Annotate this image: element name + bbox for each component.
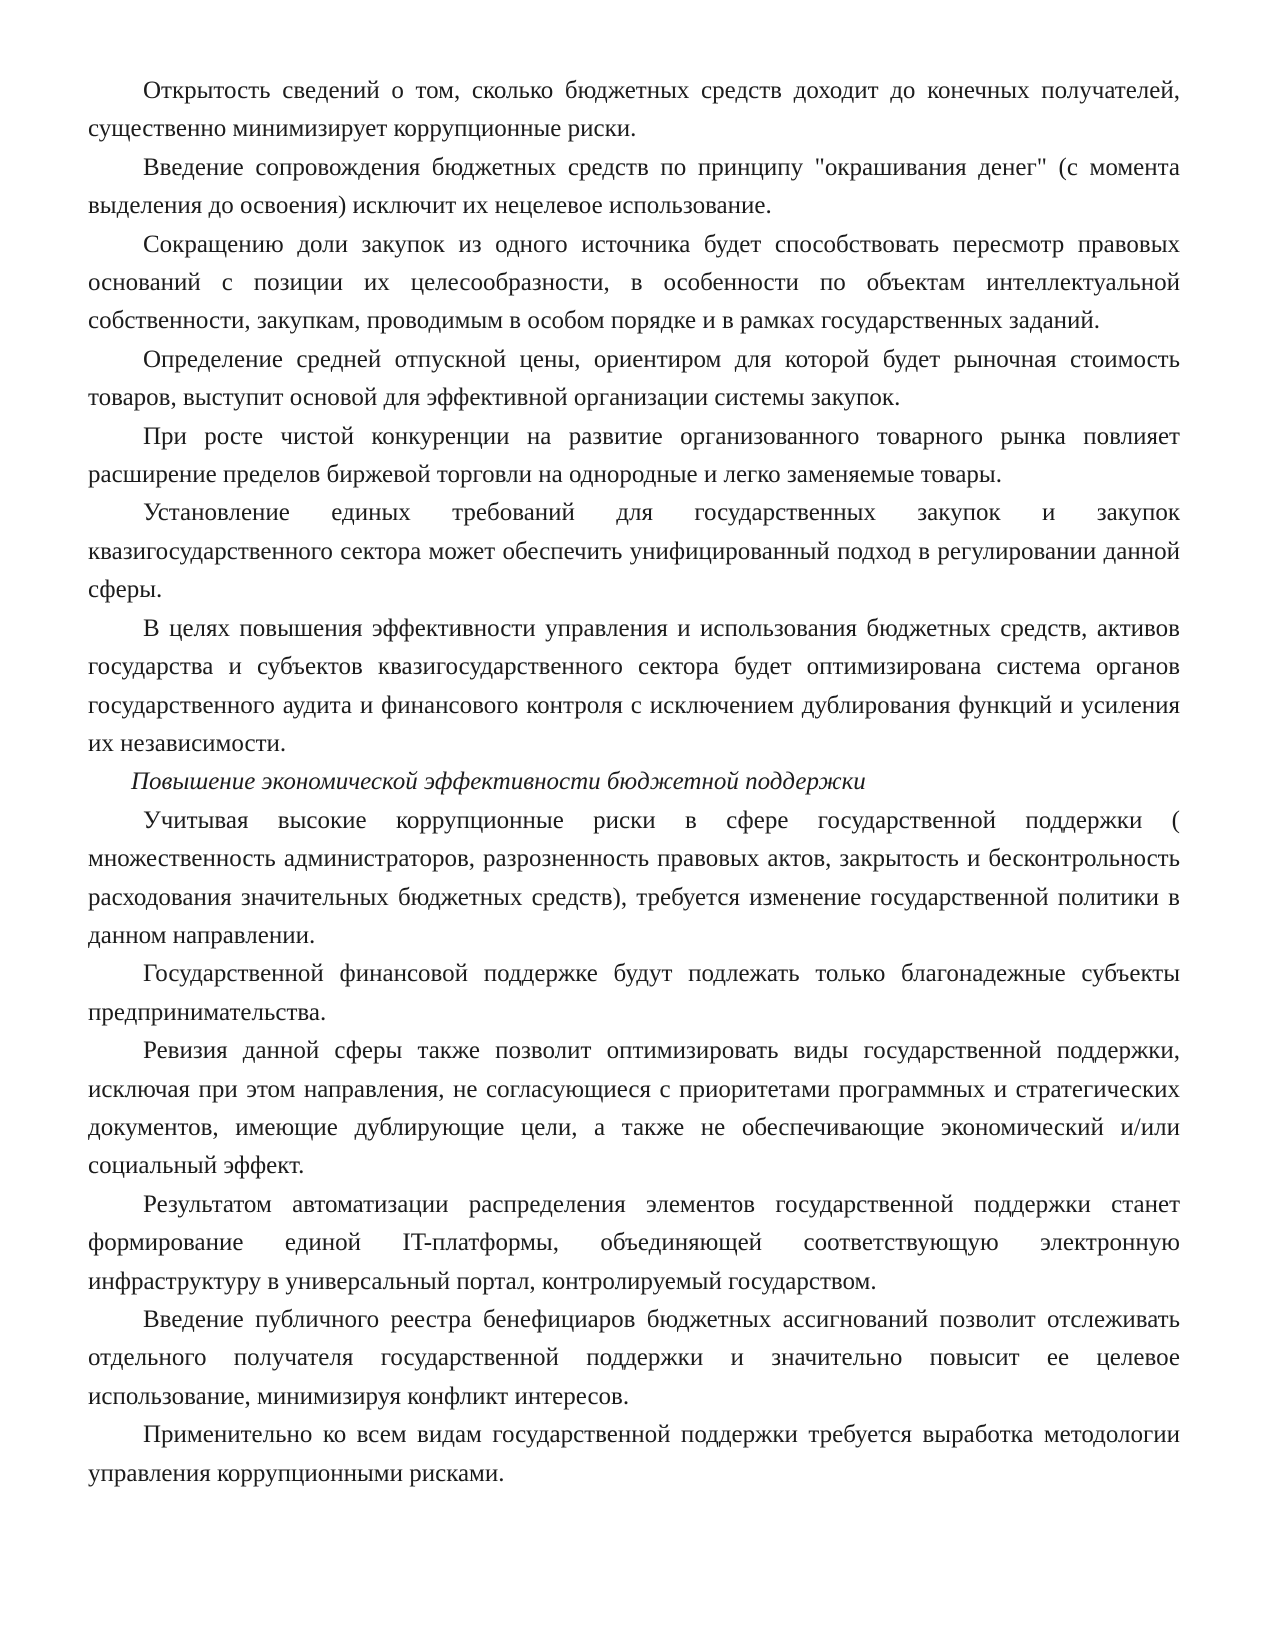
paragraph-unified-requirements: Установление единых требований для государственных закупок и закупок квазигосударственного сектора может обеспечить унифицированный подход в регулировании данной сферы. (88, 499, 1180, 604)
document-page (88, 72, 1180, 1493)
paragraph-budget-transparency: Открытость сведений о том, сколько бюджетных средств доходит до конечных получателей, существенно минимизирует коррупционные риски. (88, 77, 1180, 143)
paragraph-it-platform: Результатом автоматизации распределения элементов государственной поддержки станет формирование единой IT-платформы, объединяющей соответствующую электронную инфраструктуру в универсальный портал, контролируемый государством. (88, 1190, 1180, 1295)
paragraph-corruption-risks: Учитывая высокие коррупционные риски в сфере государственной поддержки ( множественность администраторов, разрозненность правовых актов, закрытость и бесконтрольность расходования значительных бюджетных средств), требуется изменение государственной политики в данном направлении. (88, 806, 1180, 949)
section-heading: Повышение экономической эффективности бюджетной поддержки (131, 768, 866, 796)
paragraph-average-price: Определение средней отпускной цены, ориентиром для которой будет рыночная стоимость товаров, выступит основой для эффективной организации системы закупок. (88, 345, 1180, 412)
paragraph-support-revision: Ревизия данной сферы также позволит оптимизировать виды государственной поддержки, исключая при этом направления, не согласующиеся с приоритетами программных и стратегических документов, имеющие дублирующие цели, а также не обеспечивающие экономический и/или социальный эффект. (88, 1037, 1180, 1180)
paragraph-beneficiary-registry: Введение публичного реестра бенефициаров бюджетных ассигнований позволит отслеживать отдельного получателя государственной поддержки и значительно повысит ее целевое использование, минимизируя конфликт интересов. (88, 1306, 1180, 1410)
paragraph-risk-methodology: Применительно ко всем видам государственной поддержки требуется выработка методологии управления коррупционными рисками. (88, 1421, 1180, 1487)
paragraph-money-coloring: Введение сопровождения бюджетных средств по принципу "окрашивания денег" (с момента выделения до освоения) исключит их нецелевое использование. (88, 153, 1180, 220)
paragraph-single-source-procurement: Сокращению доли закупок из одного источника будет способствовать пересмотр правовых оснований с позиции их целесообразности, в особенности по объектам интеллектуальной собственности, закупкам, проводимым в особом порядке и в рамках государственных заданий. (88, 230, 1180, 335)
paragraph-reliable-entities: Государственной финансовой поддержке будут подлежать только благонадежные субъекты предпринимательства. (88, 960, 1180, 1026)
paragraph-exchange-trading: При росте чистой конкуренции на развитие организованного товарного рынка повлияет расширение пределов биржевой торговли на однородные и легко заменяемые товары. (88, 422, 1180, 489)
paragraph-audit-system: В целях повышения эффективности управления и использования бюджетных средств, активов государства и субъектов квазигосударственного сектора будет оптимизирована система органов государственного аудита и финансового контроля с исключением дублирования функций и усиления их независимости. (88, 614, 1180, 757)
